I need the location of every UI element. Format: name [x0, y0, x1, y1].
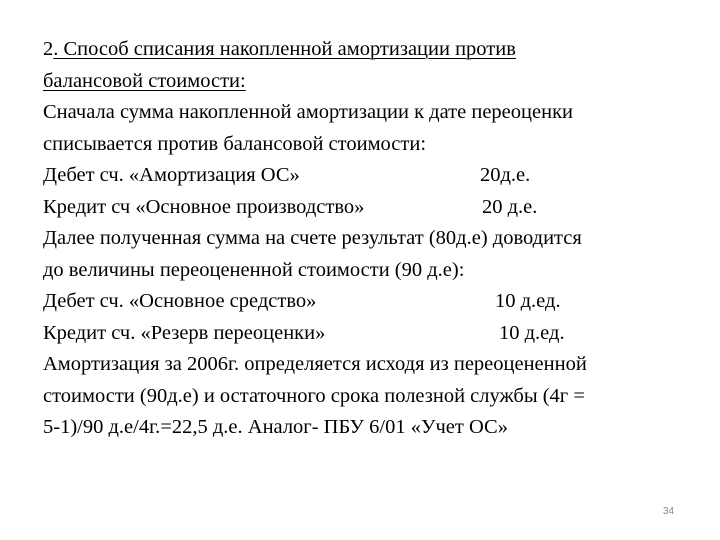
heading-text-1: . Способ списания накопленной амортизации против	[53, 38, 516, 60]
heading-text-2: балансовой стоимости:	[43, 69, 246, 92]
credit-amount-1: 20 д.е.	[482, 195, 538, 218]
para1-line-2: списывается против балансовой стоимости:	[43, 132, 427, 155]
slide-body	[43, 34, 703, 444]
debit-entry-2	[43, 286, 703, 318]
credit-account-2: Кредит сч. «Резерв переоценки»	[43, 321, 326, 344]
page-number: 34	[663, 506, 675, 517]
para3-line-1: Амортизация за 2006г. определяется исходя из переоцененной	[43, 353, 587, 375]
debit-amount-1: 20д.е.	[480, 164, 531, 186]
debit-account-1: Дебет сч. «Амортизация ОС»	[43, 164, 300, 186]
heading-line-2	[43, 66, 703, 98]
debit-account-2: Дебет сч. «Основное средство»	[43, 290, 317, 312]
heading-line-1	[43, 34, 703, 66]
debit-amount-2: 10 д.ед.	[495, 290, 561, 312]
heading-number: 2	[43, 38, 54, 60]
credit-amount-2: 10 д.ед.	[499, 321, 565, 344]
debit-entry-1	[43, 160, 703, 192]
para3-line-3: 5-1)/90 д.е/4г.=22,5 д.е. Аналог- ПБУ 6/01 «Учет ОС»	[43, 416, 508, 438]
para2-line-2: до величины переоцененной стоимости (90 д.е):	[43, 258, 465, 281]
credit-entry-1	[43, 192, 703, 224]
para2-line-1: Далее полученная сумма на счете результат (80д.е) доводится	[43, 227, 582, 249]
para1-line-1: Сначала сумма накопленной амортизации к дате переоценки	[43, 101, 573, 123]
para3-line-2: стоимости (90д.е) и остаточного срока полезной службы (4г =	[43, 384, 585, 407]
credit-account-1: Кредит сч «Основное производство»	[43, 195, 365, 218]
credit-entry-2	[43, 318, 703, 350]
